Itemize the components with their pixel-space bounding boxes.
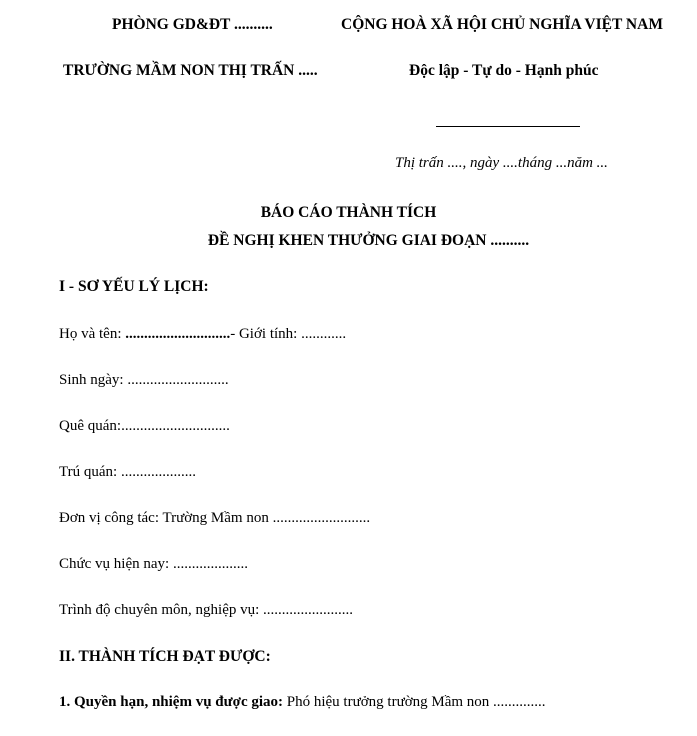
name-value: ............................ — [125, 326, 231, 342]
duties-label: 1. Quyền hạn, nhiệm vụ được giao: — [59, 694, 287, 710]
qualification-row: Trình độ chuyên môn, nghiệp vụ: ........................ — [59, 602, 354, 618]
name-label: Họ và tên: — [59, 326, 126, 342]
date-line: Thị trấn ...., ngày ....tháng ...năm ... — [395, 155, 608, 171]
department-name: PHÒNG GD&ĐT .......... — [112, 16, 273, 33]
name-row — [59, 326, 346, 343]
duties-text: Phó hiệu trưởng trường Mầm non .............. — [286, 694, 546, 710]
section-2-heading: II. THÀNH TÍCH ĐẠT ĐƯỢC: — [59, 648, 271, 665]
section-1-heading: I - SƠ YẾU LÝ LỊCH: — [59, 278, 209, 295]
school-name: TRƯỜNG MẦM NON THỊ TRẤN ..... — [63, 62, 318, 79]
hometown-row: Quê quán:............................. — [59, 418, 230, 434]
national-motto: Độc lập - Tự do - Hạnh phúc — [409, 62, 599, 79]
birth-date-row: Sinh ngày: ........................... — [59, 372, 229, 388]
workplace-row: Đơn vị công tác: Trường Mầm non .......................... — [59, 510, 371, 526]
report-subtitle: ĐỀ NGHỊ KHEN THƯỞNG GIAI ĐOẠN .......... — [207, 232, 530, 249]
residence-row: Trú quán: .................... — [59, 464, 196, 480]
national-title: CỘNG HOÀ XÃ HỘI CHỦ NGHĨA VIỆT NAM — [341, 16, 663, 33]
duties-row — [59, 694, 546, 711]
position-row: Chức vụ hiện nay: .................... — [59, 556, 248, 572]
motto-underline — [436, 126, 580, 127]
gender-label: - Giới tính: ............ — [230, 326, 347, 342]
report-title: BÁO CÁO THÀNH TÍCH — [260, 204, 437, 221]
